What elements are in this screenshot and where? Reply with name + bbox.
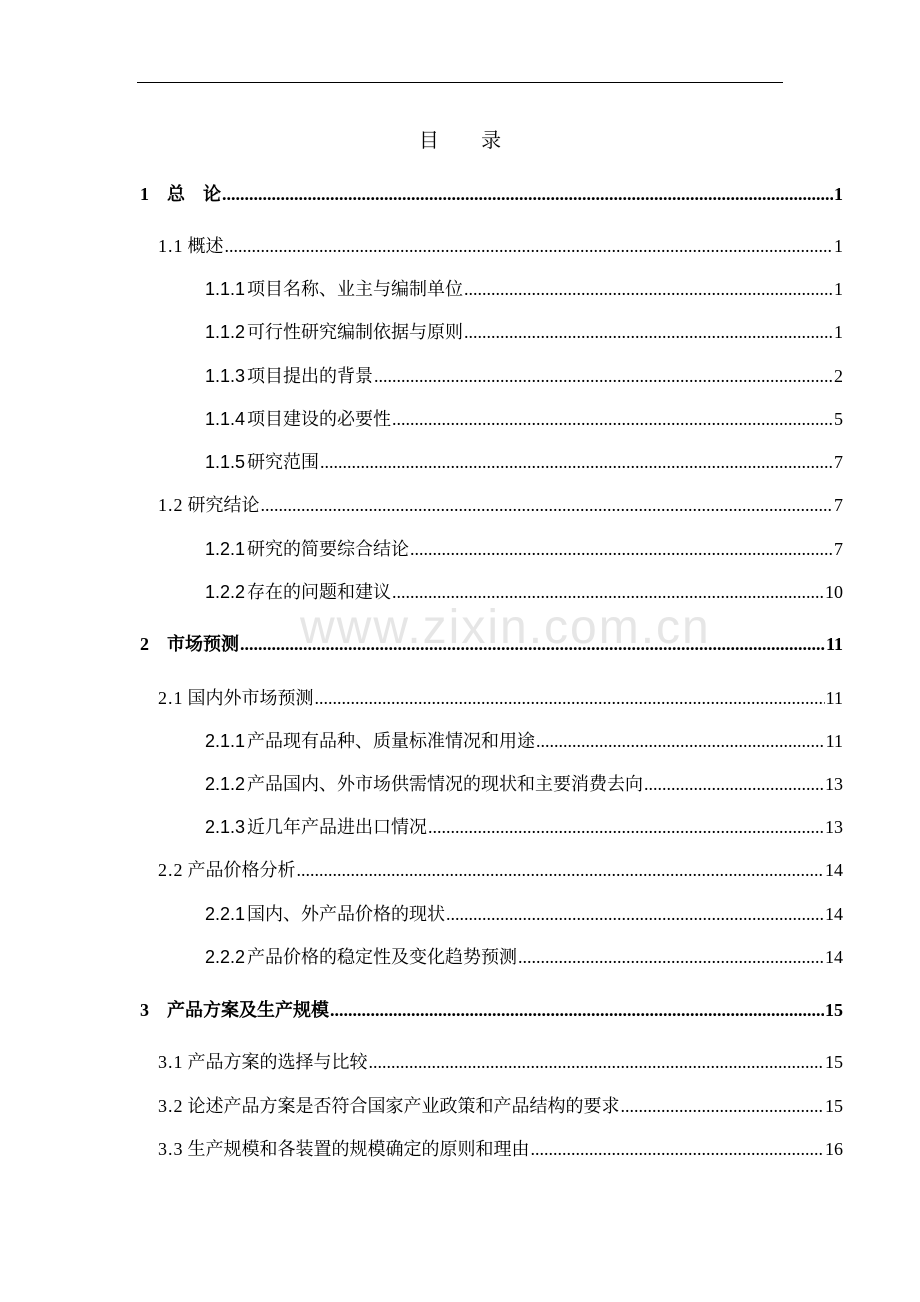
toc-entry-label: 可行性研究编制依据与原则 xyxy=(247,322,464,343)
toc-entry-label: 市场预测 xyxy=(167,634,239,655)
toc-entry-number: 1.1.1 xyxy=(205,279,246,299)
toc-entry-page: 13 xyxy=(825,817,843,837)
toc-entry[interactable] xyxy=(158,491,843,517)
toc-entry-page: 10 xyxy=(825,582,843,602)
toc-entry-number: 1.2 xyxy=(158,495,184,515)
toc-entry-label: 产品方案的选择与比较 xyxy=(187,1052,368,1073)
toc-entry-label: 项目名称、业主与编制单位 xyxy=(247,279,464,300)
toc-entry-label: 项目提出的背景 xyxy=(247,366,374,387)
toc-entry-label: 论述产品方案是否符合国家产业政策和产品结构的要求 xyxy=(187,1096,620,1117)
toc-entry[interactable] xyxy=(205,405,843,431)
toc-entry-page: 15 xyxy=(825,1096,843,1116)
toc-entry[interactable] xyxy=(205,727,843,753)
toc-leader-dots xyxy=(240,634,825,655)
toc-entry-number: 2.1 xyxy=(158,688,184,708)
toc-entry[interactable] xyxy=(205,275,843,301)
toc-entry-page: 1 xyxy=(834,322,843,342)
toc-entry-label: 近几年产品进出口情况 xyxy=(247,817,428,838)
toc-leader-dots xyxy=(531,1139,825,1160)
toc-leader-dots xyxy=(261,495,834,516)
toc-leader-dots xyxy=(374,366,833,387)
toc-entry-number: 1 xyxy=(140,184,149,204)
toc-entry[interactable] xyxy=(140,180,843,206)
toc-leader-dots xyxy=(297,860,825,881)
toc-entry-label: 项目建设的必要性 xyxy=(247,409,392,430)
toc-entry-page: 1 xyxy=(834,236,843,256)
toc-entry-label: 概述 xyxy=(187,236,224,257)
toc-entry-number: 2.1.1 xyxy=(205,731,246,751)
toc-entry-number: 1.1.4 xyxy=(205,409,246,429)
toc-entry-page: 7 xyxy=(834,539,843,559)
toc-entry[interactable] xyxy=(205,770,843,796)
toc-entry[interactable] xyxy=(205,448,843,474)
toc-entry-number: 3.1 xyxy=(158,1052,184,1072)
toc-entry-label: 研究的简要综合结论 xyxy=(247,539,410,560)
toc-entry-label: 产品现有品种、质量标准情况和用途 xyxy=(247,731,536,752)
toc-entry-label: 存在的问题和建议 xyxy=(247,582,392,603)
toc-entry-page: 2 xyxy=(834,366,843,386)
toc-entry[interactable] xyxy=(158,1092,843,1118)
toc-entry[interactable] xyxy=(140,996,843,1022)
toc-entry[interactable] xyxy=(158,232,843,258)
toc-entry-number: 3 xyxy=(140,1000,149,1020)
toc-entry[interactable] xyxy=(140,630,843,656)
toc-entry[interactable] xyxy=(205,535,843,561)
toc-entry-number: 3.3 xyxy=(158,1139,184,1159)
toc-entry-number: 1.1 xyxy=(158,236,184,256)
toc-entry-page: 1 xyxy=(834,184,843,204)
toc-leader-dots xyxy=(225,236,834,257)
toc-entry-number: 1.2.1 xyxy=(205,539,246,559)
toc-entry-number: 3.2 xyxy=(158,1096,184,1116)
toc-entry-page: 14 xyxy=(825,860,843,880)
toc-entry-number: 1.2.2 xyxy=(205,582,246,602)
toc-entry-page: 13 xyxy=(825,774,843,794)
toc-entry-label: 国内、外产品价格的现状 xyxy=(247,904,446,925)
toc-entry-number: 1.1.5 xyxy=(205,452,246,472)
toc-entry-page: 1 xyxy=(834,279,843,299)
toc-entry-page: 11 xyxy=(825,731,843,751)
toc-entry-label: 产品方案及生产规模 xyxy=(167,1000,329,1021)
toc-leader-dots xyxy=(410,539,833,560)
toc-entry-label: 总 论 xyxy=(167,184,221,205)
toc-entry[interactable] xyxy=(158,856,843,882)
toc-entry-number: 2 xyxy=(140,634,149,654)
toc-entry-label: 研究结论 xyxy=(187,495,260,516)
toc-leader-dots xyxy=(621,1096,825,1117)
toc-entry-page: 11 xyxy=(825,688,843,708)
toc-entry-page: 15 xyxy=(825,1000,843,1020)
toc-leader-dots xyxy=(536,731,825,752)
toc-entry-page: 14 xyxy=(825,947,843,967)
toc-entry[interactable] xyxy=(205,578,843,604)
toc-entry-label: 产品价格分析 xyxy=(187,860,296,881)
header-rule xyxy=(137,82,783,83)
toc-leader-dots xyxy=(222,184,833,205)
toc-entry-label: 产品国内、外市场供需情况的现状和主要消费去向 xyxy=(247,774,644,795)
toc-entry-number: 2.1.2 xyxy=(205,774,246,794)
toc-leader-dots xyxy=(392,409,833,430)
toc-leader-dots xyxy=(392,582,824,603)
toc-entry-number: 1.1.2 xyxy=(205,322,246,342)
toc-leader-dots xyxy=(330,1000,824,1021)
toc-entry-label: 生产规模和各装置的规模确定的原则和理由 xyxy=(187,1139,530,1160)
toc-entry[interactable] xyxy=(205,900,843,926)
toc-leader-dots xyxy=(428,817,824,838)
toc-entry-page: 7 xyxy=(834,452,843,472)
page-title: 目 录 xyxy=(418,128,520,152)
toc-leader-dots xyxy=(644,774,824,795)
toc-entry-page: 7 xyxy=(834,495,843,515)
toc-entry[interactable] xyxy=(158,1135,843,1161)
toc-entry[interactable] xyxy=(205,943,843,969)
toc-entry[interactable] xyxy=(205,362,843,388)
watermark: www.zixin.com.cn xyxy=(300,601,711,654)
toc-leader-dots xyxy=(464,322,833,343)
toc-entry[interactable] xyxy=(158,684,843,710)
toc-leader-dots xyxy=(446,904,824,925)
toc-entry-page: 5 xyxy=(834,409,843,429)
toc-entry-label: 国内外市场预测 xyxy=(187,688,314,709)
toc-leader-dots xyxy=(464,279,833,300)
toc-entry-number: 2.2 xyxy=(158,860,184,880)
toc-entry-number: 2.2.2 xyxy=(205,947,246,967)
toc-entry-label: 产品价格的稳定性及变化趋势预测 xyxy=(247,947,518,968)
toc-entry-page: 11 xyxy=(825,634,843,654)
toc-entry[interactable] xyxy=(205,318,843,344)
toc-leader-dots xyxy=(518,947,824,968)
toc-entry-number: 2.2.1 xyxy=(205,904,246,924)
toc-leader-dots xyxy=(369,1052,825,1073)
toc-entry-number: 2.1.3 xyxy=(205,817,246,837)
toc-leader-dots xyxy=(320,452,833,473)
toc-entry-label: 研究范围 xyxy=(247,452,320,473)
toc-entry-page: 15 xyxy=(825,1052,843,1072)
toc-entry-page: 16 xyxy=(825,1139,843,1159)
toc-leader-dots xyxy=(315,688,825,709)
toc-entry[interactable] xyxy=(205,813,843,839)
toc-entry[interactable] xyxy=(158,1048,843,1074)
toc-entry-number: 1.1.3 xyxy=(205,366,246,386)
toc-entry-page: 14 xyxy=(825,904,843,924)
